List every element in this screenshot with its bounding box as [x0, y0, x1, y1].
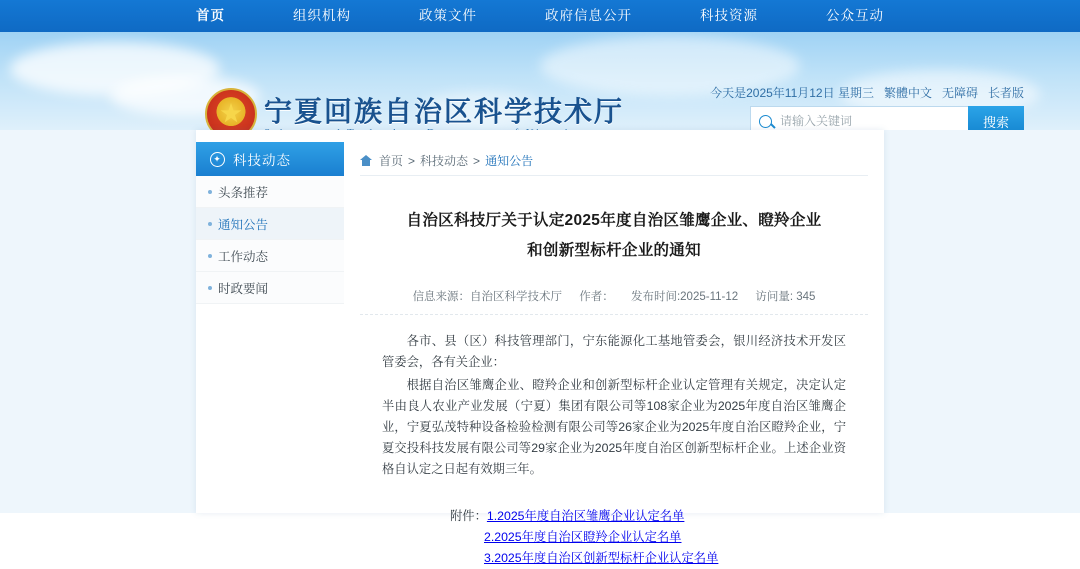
- sidebar-header-label: 科技动态: [233, 153, 291, 168]
- breadcrumb-item-current: 通知公告: [485, 154, 534, 168]
- article-title-line-1: 自治区科技厅关于认定2025年度自治区雏鹰企业、瞪羚企业: [406, 212, 822, 229]
- search-input[interactable]: [778, 113, 968, 129]
- sidebar-list: [196, 176, 344, 304]
- sidebar-item-notice[interactable]: [196, 208, 344, 240]
- sidebar: [196, 142, 344, 304]
- attachment-item-3[interactable]: 3.2025年度自治区创新型标杆企业认定名单: [484, 551, 719, 565]
- breadcrumb-item-tech-news[interactable]: 科技动态: [420, 154, 469, 168]
- article-publish-time: 发布时间:2025-11-12: [630, 291, 739, 303]
- attachment-list: [360, 506, 868, 569]
- nav-item-policy[interactable]: 政策文件: [419, 8, 477, 23]
- article-body: [360, 331, 868, 480]
- top-navigation: [0, 0, 1080, 32]
- nav-item-public-interaction[interactable]: 公众互动: [826, 8, 884, 23]
- search-icon: [759, 115, 772, 128]
- attachment-item-1[interactable]: 1.2025年度自治区雏鹰企业认定名单: [486, 509, 685, 523]
- page-body: [0, 130, 1080, 565]
- article-paragraph: 根据自治区雏鹰企业、瞪羚企业和创新型标杆企业认定管理有关规定，决定认定半由良人农业产业发展（宁夏）集团有限公司等108家企业为2025年度自治区雏鹰企业，宁夏弘茂特种设备检验检测有限公司等26家企业为2025年度自治区瞪羚企业，宁夏交投科技发展有限公司等29家企业为2025年度自治区创新型标杆企业。上述企业资格自认定之日起有效期三年。: [382, 378, 846, 476]
- search-button[interactable]: 搜索: [968, 106, 1024, 136]
- nav-item-tech-resources[interactable]: 科技资源: [700, 8, 758, 23]
- article: [360, 186, 868, 569]
- link-traditional-chinese[interactable]: 繁體中文: [883, 86, 932, 100]
- gear-icon: ✦: [210, 152, 225, 167]
- attachment-item-2[interactable]: 2.2025年度自治区瞪羚企业认定名单: [484, 530, 682, 544]
- sidebar-item-label: 时政要闻: [218, 281, 269, 296]
- current-date: 今天是2025年11月12日 星期三: [710, 86, 874, 100]
- article-source: 信息来源：自治区科学技术厅: [412, 291, 563, 303]
- site-banner: [0, 32, 1080, 130]
- banner-meta-row: [710, 84, 1024, 101]
- national-emblem-icon: ★: [205, 88, 257, 140]
- breadcrumb-item-home[interactable]: 首页: [379, 154, 404, 168]
- article-title-line-2: 和创新型标杆企业的通知: [527, 242, 701, 259]
- breadcrumb-separator: >: [473, 153, 481, 168]
- link-accessibility[interactable]: 无障碍: [941, 86, 978, 100]
- sidebar-item-work-news[interactable]: [196, 240, 344, 272]
- breadcrumb-separator: >: [408, 153, 416, 168]
- sidebar-header: [196, 142, 344, 176]
- nav-item-organization[interactable]: 组织机构: [293, 8, 351, 23]
- page-title: [360, 186, 868, 266]
- nav-item-gov-info[interactable]: 政府信息公开: [545, 8, 632, 23]
- article-paragraph: 各市、县（区）科技管理部门，宁东能源化工基地管委会，银川经济技术开发区管委会，各有关企业：: [382, 334, 846, 369]
- breadcrumb: [360, 146, 868, 176]
- sidebar-item-headline[interactable]: [196, 176, 344, 208]
- sidebar-item-current-affairs[interactable]: [196, 272, 344, 304]
- site-title: 宁夏回族自治区科学技术厅: [264, 97, 625, 128]
- sidebar-item-label: 通知公告: [218, 217, 269, 232]
- sidebar-item-label: 工作动态: [218, 249, 269, 264]
- article-view-count: 访问量: 345: [755, 291, 816, 303]
- article-author: 作者：: [579, 291, 614, 303]
- article-meta: [360, 288, 868, 315]
- content-container: [196, 130, 884, 565]
- home-icon: [360, 155, 372, 166]
- attachment-label: 附件：: [450, 509, 487, 523]
- nav-item-home[interactable]: 首页: [196, 8, 225, 23]
- link-elder-mode[interactable]: 长者版: [987, 86, 1024, 100]
- sidebar-item-label: 头条推荐: [218, 185, 269, 200]
